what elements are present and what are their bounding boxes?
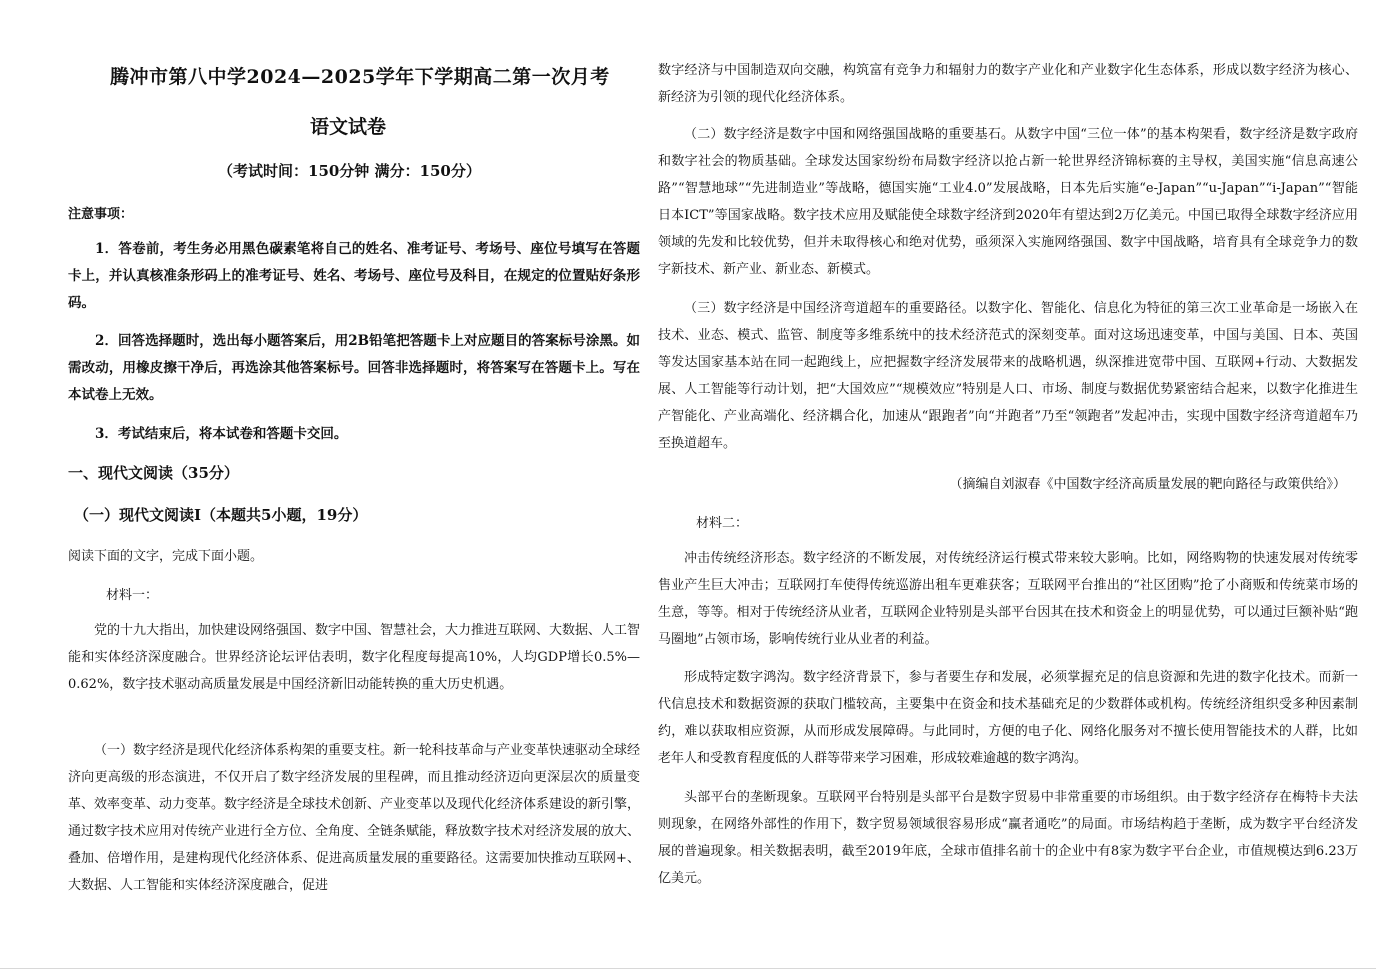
material2-paragraph-3: 头部平台的垄断现象。互联网平台特别是头部平台是数字贸易中非常重要的市场组织。由于数字经济存在梅特卡夫法则现象，在网络外部性的作用下，数字贸易领域很容易形成“赢者通吃”的局面。市场结构趋于垄断，成为数字平台经济发展的普遍现象。相关数据表明，截至2019年底，全球市值排名前十的企业中有8家为数字平台企业，市值规模达到6.23万亿美元。 xyxy=(658,790,1358,886)
material1-continuation: 数字经济与中国制造双向交融，构筑富有竞争力和辐射力的数字产业化和产业数字化生态体系，形成以数字经济为核心、新经济为引领的现代化经济体系。 xyxy=(658,63,1358,105)
notice-item-2: 2．回答选择题时，选出每小题答案后，用2B铅笔把答题卡上对应题目的答案标号涂黑。如需改动，用橡皮擦干净后，再选涂其他答案标号。回答非选择题时，将答案写在答题卡上。写在本试卷上无效。 xyxy=(68,333,640,403)
notice-heading: 注意事项： xyxy=(68,207,134,222)
material1-paragraph-3: （二）数字经济是数字中国和网络强国战略的重要基石。从数字中国“三位一体”的基本构架看，数字经济是数字政府和数字社会的物质基础。全球发达国家纷纷布局数字经济以抢占新一轮世界经济锦标赛的主导权，美国实施“信息高速公路”“智慧地球”“先进制造业”等战略，德国实施“工业4.0”发展战略，日本先后实施“e-Japan”“u-Japan”“i-Japan”“智能日本ICT”等国家战略。数字技术应用及赋能使全球数字经济到2020年有望达到2万亿美元。中国已取得全球数字经济应用领域的先发和比较优势，但并未取得核心和绝对优势，亟须深入实施网络强国、数字中国战略，培育具有全球竞争力的数字新技术、新产业、新业态、新模式。 xyxy=(658,127,1358,277)
notice-item-3: 3．考试结束后，将本试卷和答题卡交回。 xyxy=(95,426,348,442)
exam-info: （考试时间：150分钟 满分：150分） xyxy=(218,162,481,180)
material1-label: 材料一： xyxy=(106,588,159,603)
reading-instruction: 阅读下面的文字，完成下面小题。 xyxy=(68,549,264,564)
material1-paragraph-1: 党的十九大指出，加快建设网络强国、数字中国、智慧社会，大力推进互联网、大数据、人工智能和实体经济深度融合。世界经济论坛评估表明，数字化程度每提高10%，人均GDP增长0.5%—0.62%，数字技术驱动高质量发展是中国经济新旧动能转换的重大历史机遇。 xyxy=(68,623,641,692)
exam-subtitle: 语文试卷 xyxy=(310,116,387,138)
material1-paragraph-4: （三）数字经济是中国经济弯道超车的重要路径。以数字化、智能化、信息化为特征的第三次工业革命是一场嵌入在技术、业态、模式、监管、制度等多维系统中的技术经济范式的深刻变革。面对这场迅速变革，中国与美国、日本、英国等发达国家基本站在同一起跑线上，应把握数字经济发展带来的战略机遇，纵深推进宽带中国、互联网+行动、大数据发展、人工智能等行动计划，把“大国效应”“规模效应”特别是人口、市场、制度与数据优势紧密结合起来，以数字化推进生产智能化、产业高端化、经济耦合化，加速从“跟跑者”向“并跑者”乃至“领跑者”发起冲击，实现中国数字经济弯道超车乃至换道超车。 xyxy=(658,301,1358,451)
exam-title: 腾冲市第八中学2024—2025学年下学期高二第一次月考 xyxy=(110,66,610,88)
material1-citation: （摘编自刘淑春《中国数字经济高质量发展的靶向路径与政策供给》） xyxy=(949,477,1346,492)
section-subheading: （一）现代文阅读Ⅰ（本题共5小题，19分） xyxy=(74,506,368,524)
page-bottom-edge xyxy=(0,968,1376,969)
material1-paragraph-2: （一）数字经济是现代化经济体系构架的重要支柱。新一轮科技革命与产业变革快速驱动全球经济向更高级的形态演进，不仅开启了数字经济发展的里程碑，而且推动经济迈向更深层次的质量变革、效率变革、动力变革。数字经济是全球技术创新、产业变革以及现代化经济体系建设的新引擎，通过数字技术应用对传统产业进行全方位、全角度、全链条赋能，释放数字技术对经济发展的放大、叠加、倍增作用，是建构现代化经济体系、促进高质量发展的重要路径。这需要加快推动互联网+、大数据、人工智能和实体经济深度融合，促进 xyxy=(68,743,641,893)
material2-label: 材料二： xyxy=(696,516,749,531)
material2-paragraph-1: 冲击传统经济形态。数字经济的不断发展，对传统经济运行模式带来较大影响。比如，网络购物的快速发展对传统零售业产生巨大冲击；互联网打车使得传统巡游出租车更难获客；互联网平台推出的“社区团购”抢了小商贩和传统菜市场的生意，等等。相对于传统经济从业者，互联网企业特别是头部平台因其在技术和资金上的明显优势，可以通过巨额补贴“跑马圈地”占领市场，影响传统行业从业者的利益。 xyxy=(658,551,1358,647)
material2-paragraph-2: 形成特定数字鸿沟。数字经济背景下，参与者要生存和发展，必须掌握充足的信息资源和先进的数字化技术。而新一代信息技术和数据资源的获取门槛较高，主要集中在资金和技术基础充足的少数群体或机构。传统经济组织受多种因素制约，难以获取相应资源，从而形成发展障碍。与此同时，方便的电子化、网络化服务对不擅长使用智能技术的人群，比如老年人和受教育程度低的人群等带来学习困难，形成较难逾越的数字鸿沟。 xyxy=(658,670,1358,766)
section-heading: 一、现代文阅读（35分） xyxy=(68,464,239,482)
notice-item-1: 1．答卷前，考生务必用黑色碳素笔将自己的姓名、准考证号、考场号、座位号填写在答题卡上，并认真核准条形码上的准考证号、姓名、考场号、座位号及科目，在规定的位置贴好条形码。 xyxy=(68,241,640,311)
